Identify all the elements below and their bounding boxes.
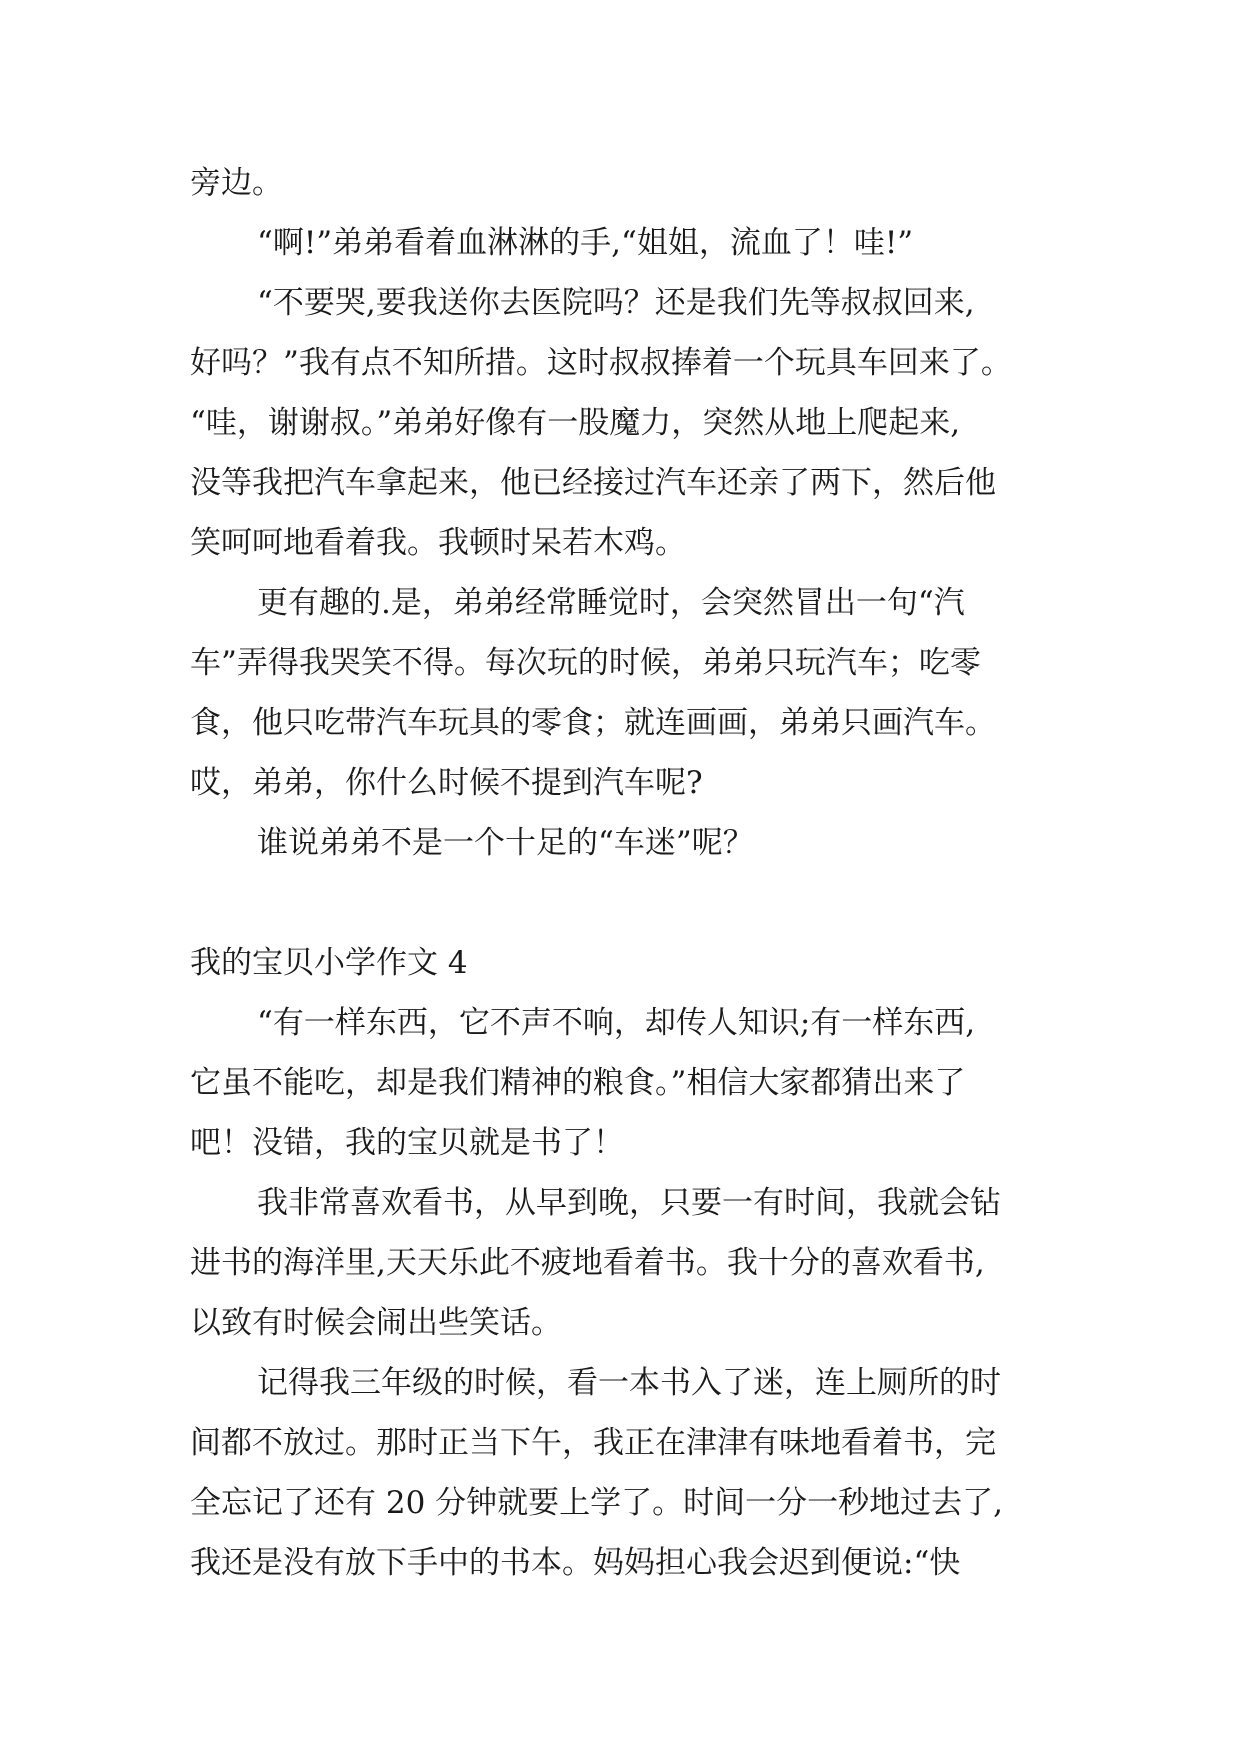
paragraph-line: 哎，弟弟，你什么时候不提到汽车呢?	[190, 765, 703, 801]
paragraph-line: 以致有时候会闹出些笑话。	[190, 1305, 562, 1341]
paragraph-line: 食，他只吃带汽车玩具的零食；就连画画，弟弟只画汽车。	[190, 705, 996, 741]
paragraph-line: 车”弄得我哭笑不得。每次玩的时候，弟弟只玩汽车；吃零	[190, 645, 981, 681]
paragraph-line: 记得我三年级的时候，看一本书入了迷，连上厕所的时	[257, 1365, 1001, 1401]
paragraph-line: 我非常喜欢看书，从早到晚，只要一有时间，我就会钻	[257, 1185, 1001, 1221]
paragraph-line: 进书的海洋里,天天乐此不疲地看着书。我十分的喜欢看书,	[190, 1245, 985, 1281]
section-heading: 我的宝贝小学作文 4	[190, 945, 468, 981]
paragraph-line: 旁边。	[190, 165, 283, 201]
paragraph-line: 全忘记了还有 20 分钟就要上学了。时间一分一秒地过去了,	[190, 1485, 1004, 1521]
paragraph-line: “哇，谢谢叔。”弟弟好像有一股魔力，突然从地上爬起来,	[190, 405, 961, 441]
paragraph-line: 它虽不能吃，却是我们精神的粮食。”相信大家都猜出来了	[190, 1065, 966, 1101]
paragraph-line: “不要哭,要我送你去医院吗？还是我们先等叔叔回来,	[257, 285, 975, 321]
paragraph-line: “有一样东西，它不声不响，却传人知识;有一样东西,	[257, 1005, 976, 1041]
paragraph-line: 吧！没错，我的宝贝就是书了！	[190, 1125, 624, 1161]
paragraph-line: 好吗？”我有点不知所措。这时叔叔捧着一个玩具车回来了。	[190, 345, 1012, 381]
paragraph-line: 更有趣的.是，弟弟经常睡觉时，会突然冒出一句“汽	[257, 585, 965, 621]
paragraph-line: 间都不放过。那时正当下午，我正在津津有味地看着书，完	[190, 1425, 996, 1461]
paragraph-line: 没等我把汽车拿起来，他已经接过汽车还亲了两下，然后他	[190, 465, 996, 501]
paragraph-line: “啊!”弟弟看着血淋淋的手,“姐姐，流血了！哇!”	[257, 225, 914, 261]
paragraph-line: 我还是没有放下手中的书本。妈妈担心我会迟到便说:“快	[190, 1545, 961, 1581]
paragraph-line: 笑呵呵地看着我。我顿时呆若木鸡。	[190, 525, 686, 561]
paragraph-line: 谁说弟弟不是一个十足的“车迷”呢？	[257, 825, 754, 861]
